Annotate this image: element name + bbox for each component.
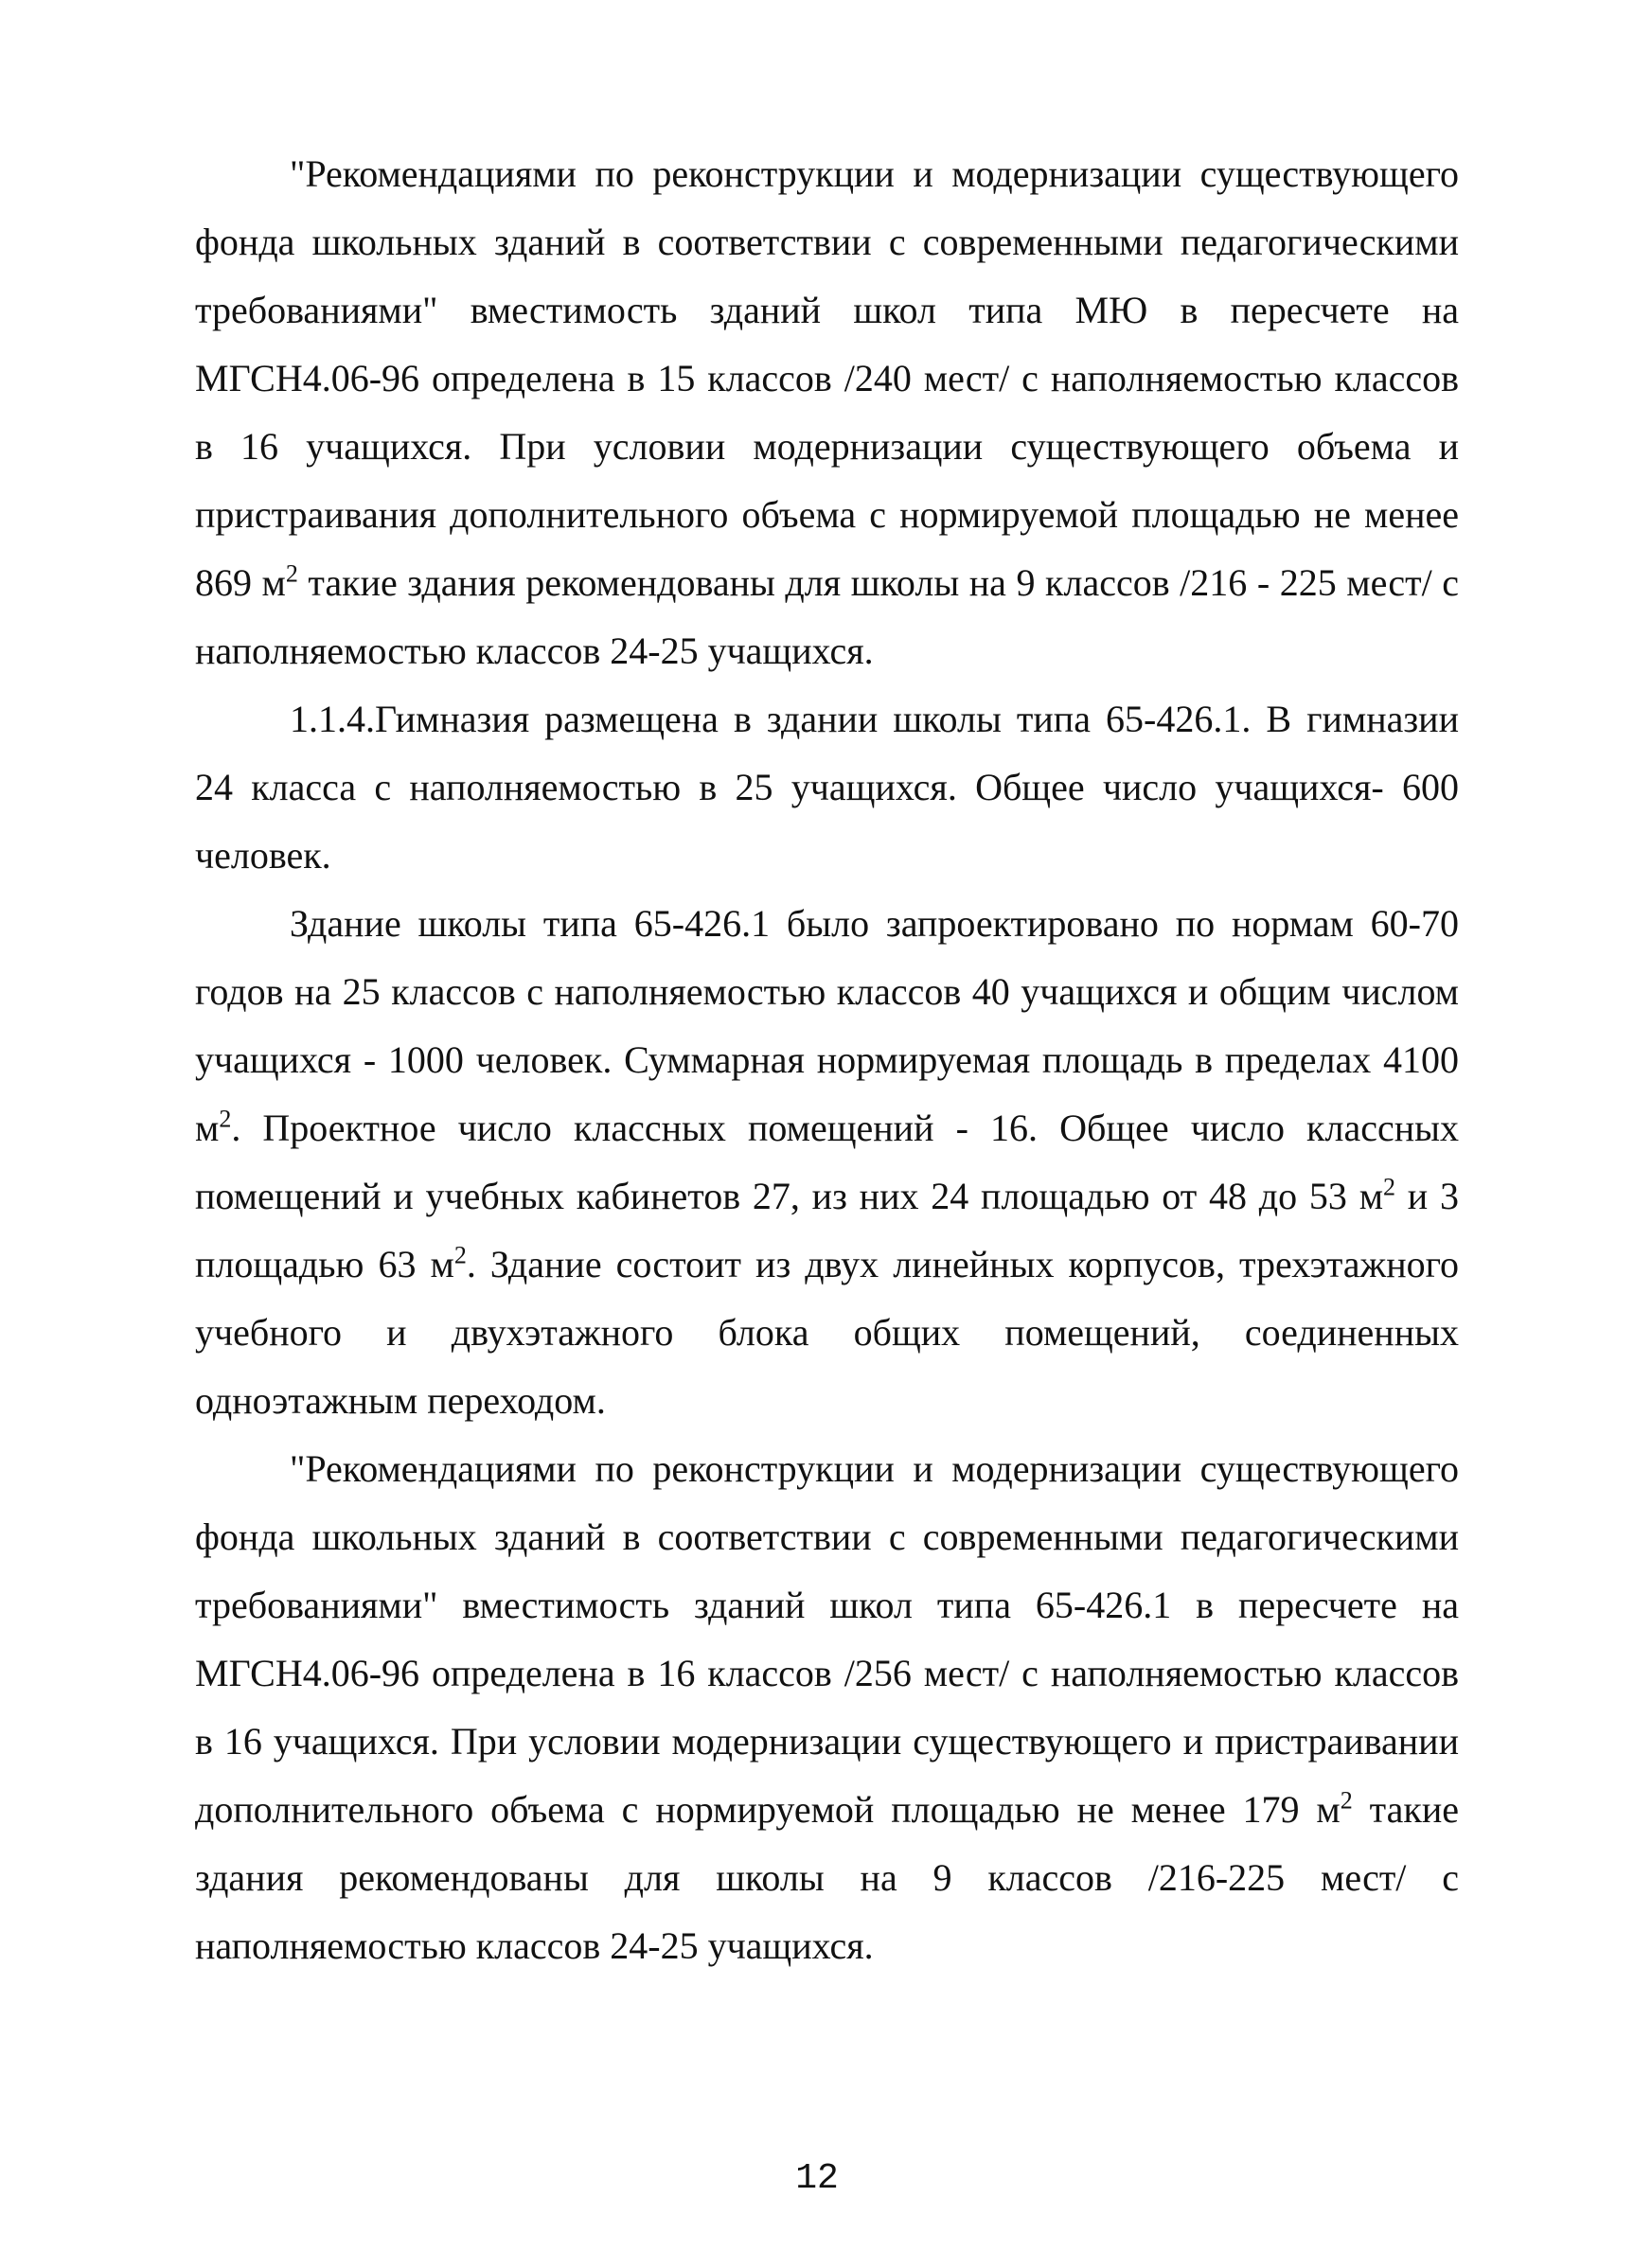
paragraph-2: 1.1.4.Гимназия размещена в здании школы типа 65-426.1. В гимназии 24 класса с наполняемостью в 25 учащихся. Общее число учащихся- 600 человек. [195,698,1459,877]
paragraph-3: Здание школы типа 65-426.1 было запроектировано по нормам 60-70 годов на 25 классов с наполняемостью классов 40 учащихся и общим числом учащихся - 1000 человек. Суммарная нормируемая площадь в пределах 4100 $м^2$. Проектное число классных помещений - 16. Общее число классных помещений и учебных кабинетов 27, из них 24 площадью от 48 до 53 $м^2$ и 3 площадью 63 $м^2$. Здание состоит из двух линейных корпусов, трехэтажного учебного и двухэтажного блока общих помещений, соединенных одноэтажным переходом. [195,902,1460,1422]
paragraph-1: "Рекомендациями по реконструкции и модернизации существующего фонда школьных зданий в соответствии с современными педагогическими требованиями" вместимость зданий школ типа МЮ в пересчете на МГСН4.06-96 определена в 15 классов /240 мест/ с наполняемостью классов в 16 учащихся. При условии модернизации существующего объема и пристраивания дополнительного объема с нормируемой площадью не менее 869 $м^2$ такие здания рекомендованы для школы на 9 классов /216 - 225 мест/ с наполняемостью классов 24-25 учащихся. [195,152,1459,672]
body-text [195,140,1459,1980]
page-number: 12 [795,2158,839,2199]
paragraph-4: "Рекомендациями по реконструкции и модернизации существующего фонда школьных зданий в соответствии с современными педагогическими требованиями" вместимость зданий школ типа 65-426.1 в пересчете на МГСН4.06-96 определена в 16 классов /256 мест/ с наполняемостью классов в 16 учащихся. При условии модернизации существующего и пристраивании дополнительного объема с нормируемой площадью не менее 179 $м^2$ такие здания рекомендованы для школы на 9 классов /216-225 мест/ с наполняемостью классов 24-25 учащихся. [195,1447,1459,1967]
